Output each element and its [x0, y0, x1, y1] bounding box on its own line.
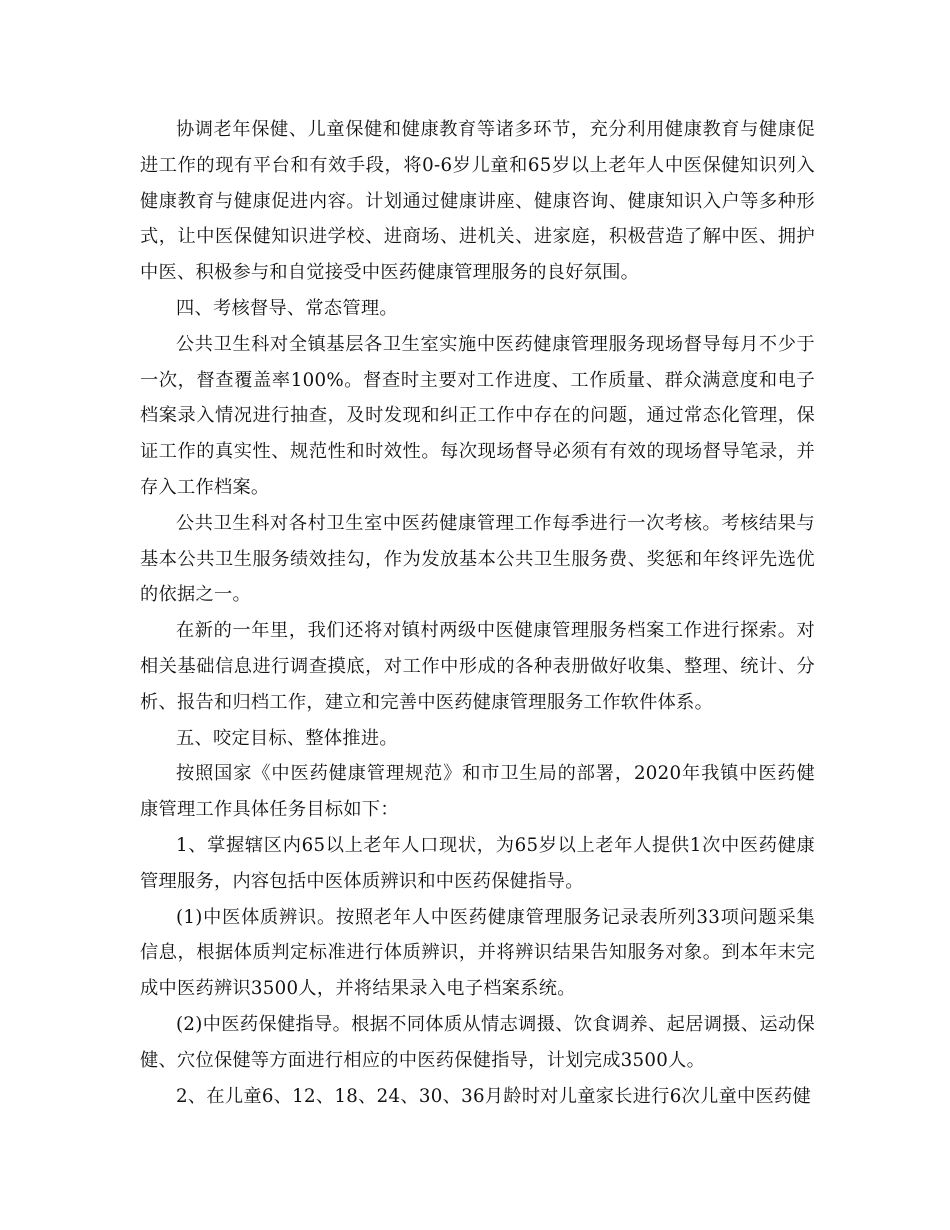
paragraph-health-education: 协调老年保健、儿童保健和健康教育等诸多环节，充分利用健康教育与健康促进工作的现有平台和有效手段，将0-6岁儿童和65岁以上老年人中医保健知识列入健康教育与健康促进内容。计划通过健康讲座、健康咨询、健康知识入户等多种形式，让中医保健知识进学校、进商场、进机关、进家庭，积极营造了解中医、拥护中医、积极参与和自觉接受中医药健康管理服务的良好氛围。 [140, 119, 815, 284]
paragraph-target-1: 1、掌握辖区内65以上老年人口现状，为65岁以上老年人提供1次中医药健康管理服务，内容包括中医体质辨识和中医药保健指导。 [140, 834, 815, 892]
heading-section-5: 五、咬定目标、整体推进。 [176, 727, 398, 749]
paragraph-supervision: 公共卫生科对全镇基层各卫生室实施中医药健康管理服务现场督导每月不少于一次，督查覆盖率100%。督查时主要对工作进度、工作质量、群众满意度和电子档案录入情况进行抽查，及时发现和纠正工作中存在的问题，通过常态化管理，保证工作的真实性、规范性和时效性。每次现场督导必须有有效的现场督导笔录，并存入工作档案。 [140, 333, 815, 498]
paragraph-archives: 在新的一年里，我们还将对镇村两级中医健康管理服务档案工作进行探索。对相关基础信息进行调查摸底，对工作中形成的各种表册做好收集、整理、统计、分析、报告和归档工作，建立和完善中医药健康管理服务工作软件体系。 [140, 620, 815, 713]
paragraph-target-1-1: (1)中医体质辨识。按照老年人中医药健康管理服务记录表所列33项问题采集信息，根据体质判定标准进行体质辨识，并将辨识结果告知服务对象。到本年末完成中医药辨识3500人，并将结果录入电子档案系统。 [140, 906, 815, 1000]
paragraph-targets-intro: 按照国家《中医药健康管理规范》和市卫生局的部署，2020年我镇中医药健康管理工作具体任务目标如下： [140, 763, 815, 821]
paragraph-assessment: 公共卫生科对各村卫生室中医药健康管理工作每季进行一次考核。考核结果与基本公共卫生服务绩效挂勾，作为发放基本公共卫生服务费、奖惩和年终评先选优的依据之一。 [140, 512, 815, 606]
document-body [140, 112, 815, 1114]
paragraph-target-2: 2、在儿童6、12、18、24、30、36月龄时对儿童家长进行6次儿童中医药健 [176, 1085, 812, 1107]
paragraph-target-1-2: (2)中医药保健指导。根据不同体质从情志调摄、饮食调养、起居调摄、运动保健、穴位保健等方面进行相应的中医药保健指导，计划完成3500人。 [140, 1013, 815, 1071]
heading-section-4: 四、考核督导、常态管理。 [176, 297, 398, 319]
